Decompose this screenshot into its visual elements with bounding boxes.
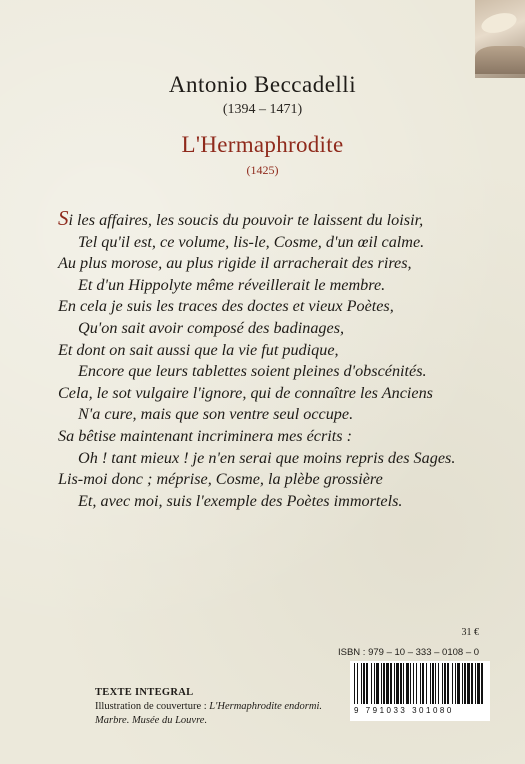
barcode-bar — [455, 663, 456, 704]
barcode-bar — [467, 663, 470, 704]
barcode-bar — [464, 663, 466, 704]
barcode-bar — [383, 663, 385, 704]
barcode-bar — [354, 663, 355, 704]
poem-line: N'a cure, mais que son ventre seul occupe. — [78, 405, 354, 424]
barcode-bar — [426, 663, 427, 704]
illustration-title: L'Hermaphrodite endormi. — [209, 701, 322, 712]
barcode-bar — [396, 663, 399, 704]
poem-block — [58, 208, 498, 512]
barcode-bars — [350, 661, 490, 706]
barcode-bar — [416, 663, 417, 704]
poem-line-text: i les affaires, les soucis du pouvoir te laissent du loisir, — [68, 211, 424, 229]
barcode-bar — [471, 663, 473, 704]
barcode-bar — [475, 663, 476, 704]
title-date: (1425) — [246, 163, 279, 177]
barcode-bar — [462, 663, 463, 704]
poem-line: Et, avec moi, suis l'exemple des Poètes immortels. — [78, 491, 403, 510]
isbn: ISBN : 979 – 10 – 333 – 0108 – 0 — [338, 647, 480, 658]
photo-highlight — [479, 10, 518, 37]
barcode-bar — [447, 663, 449, 704]
barcode-bar — [444, 663, 446, 704]
poem-line: En cela je suis les traces des doctes et vieux Poètes, — [58, 297, 394, 316]
barcode-bar — [435, 663, 436, 704]
poem-line: Qu'on sait avoir composé des badinages, — [78, 318, 345, 337]
barcode-number: 9 791033 301080 — [354, 706, 454, 715]
poem-line: Et dont on sait aussi que la vie fut pudique, — [58, 340, 339, 359]
poem-line: Oh ! tant mieux ! je n'en serai que moins repris des Sages. — [78, 448, 456, 467]
barcode-bar — [406, 663, 409, 704]
barcode-bar — [422, 663, 424, 704]
illustration-credit — [95, 700, 322, 714]
poem-line: Au plus morose, au plus rigide il arracherait des rires, — [58, 254, 412, 273]
barcode-bar — [420, 663, 421, 704]
author-name: Antonio Beccadelli — [168, 72, 357, 97]
poem-line: Et d'un Hippolyte même réveillerait le membre. — [78, 275, 386, 294]
barcode-bar — [386, 663, 389, 704]
poem-line — [58, 208, 498, 232]
barcode-bar — [403, 663, 404, 704]
footer-credits — [95, 686, 322, 728]
barcode-bar — [410, 663, 411, 704]
barcode-bar — [477, 663, 480, 704]
illustration-prefix: Illustration de couverture : — [95, 701, 210, 712]
poem-line: Sa bêtise maintenant incriminera mes écrits : — [58, 426, 353, 445]
barcode-bar — [457, 663, 460, 704]
barcode-bar — [376, 663, 379, 704]
barcode-bar — [361, 663, 362, 704]
price: 31 € — [461, 627, 479, 638]
dropcap: S — [58, 206, 69, 230]
cover-photo-corner — [475, 0, 525, 78]
texte-integral-label: TEXTE INTEGRAL — [95, 687, 194, 698]
barcode-bar — [371, 663, 372, 704]
barcode-bar — [452, 663, 453, 704]
barcode-bar — [481, 663, 483, 704]
poem-line: Cela, le sot vulgaire l'ignore, qui de connaître les Anciens — [58, 383, 433, 402]
poem-line: Encore que leurs tablettes soient pleines d'obscénités. — [78, 362, 427, 381]
poem-line: Lis-moi donc ; méprise, Cosme, la plèbe grossière — [58, 470, 383, 489]
barcode-bar — [394, 663, 395, 704]
barcode-bar — [363, 663, 365, 704]
barcode-bar — [366, 663, 368, 704]
photo-shadow — [475, 46, 525, 74]
barcode-bar — [381, 663, 382, 704]
barcode-bar — [413, 663, 414, 704]
book-title: L'Hermaphrodite — [181, 132, 344, 157]
barcode-bar — [390, 663, 392, 704]
barcode-bar — [432, 663, 434, 704]
poem-line: Tel qu'il est, ce volume, lis-le, Cosme, d'un œil calme. — [78, 232, 425, 251]
barcode-bar — [438, 663, 439, 704]
author-dates: (1394 – 1471) — [222, 102, 303, 117]
barcode-bar — [357, 663, 358, 704]
barcode-bar — [374, 663, 375, 704]
illustration-source: Marbre. Musée du Louvre. — [95, 715, 208, 726]
barcode-bar — [430, 663, 431, 704]
barcode-bar — [400, 663, 402, 704]
barcode-bar — [442, 663, 443, 704]
